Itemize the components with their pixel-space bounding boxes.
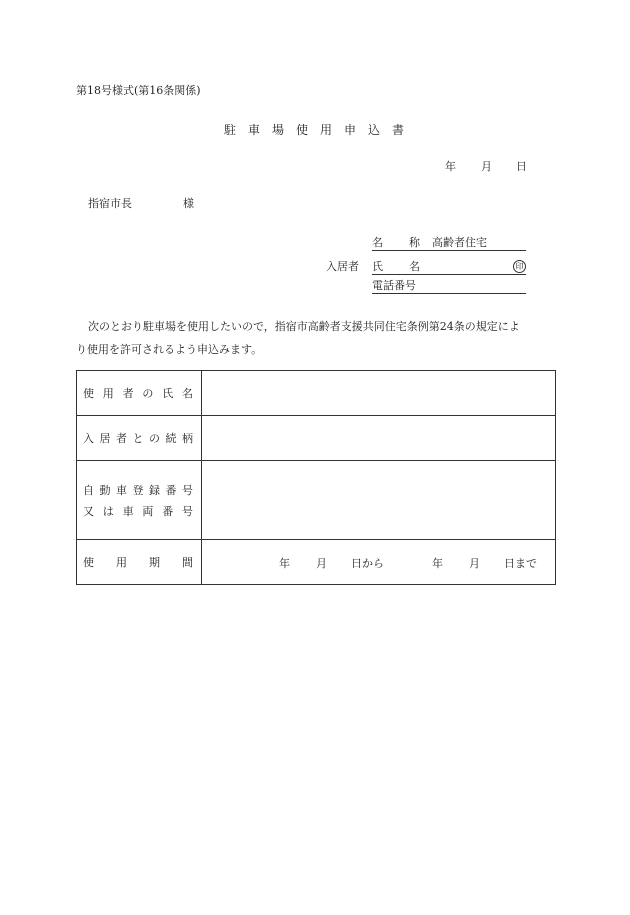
phone-label: 電話番号 (372, 279, 416, 292)
table-row-vehicle-number (77, 461, 556, 540)
person-name-underline (372, 274, 526, 275)
date-month: 月 (481, 160, 492, 173)
applicant-role: 入居者 (326, 260, 359, 273)
person-label-1: 氏 (372, 260, 383, 273)
relationship-label: 入 居 者 と の 続 柄 (77, 416, 202, 461)
name-label-1: 名 (372, 236, 383, 249)
table-row-period (77, 540, 556, 585)
application-table (76, 370, 556, 585)
facility-name: 高齢者住宅 (432, 236, 487, 249)
date-year: 年 (445, 160, 456, 173)
vehicle-number-field[interactable] (202, 461, 556, 540)
period-month-from: 月 (316, 557, 327, 570)
user-name-field[interactable] (202, 371, 556, 416)
vehicle-number-label: 自 動 車 登 録 番 号 又 は 車 両 番 号 (77, 461, 202, 540)
form-number: 第18号様式(第16条関係) (76, 84, 201, 97)
period-day-from: 日から (351, 557, 384, 570)
addressee-honorific: 様 (183, 197, 194, 210)
person-label-2: 名 (409, 260, 420, 273)
period-day-to: 日まで (504, 557, 537, 570)
name-label-2: 称 (409, 236, 420, 249)
period-field[interactable] (202, 540, 556, 585)
period-month-to: 月 (469, 557, 480, 570)
period-label: 使 用 期 間 (77, 540, 202, 585)
addressee-name: 指宿市長 (88, 197, 132, 210)
phone-underline (372, 293, 526, 294)
seal-icon: 印 (513, 260, 526, 273)
table-row-user-name (77, 371, 556, 416)
facility-name-underline (372, 250, 526, 251)
user-name-label: 使 用 者 の 氏 名 (77, 371, 202, 416)
table-row-relationship (77, 416, 556, 461)
document-title: 駐 車 場 使 用 申 込 書 (224, 123, 405, 137)
period-year-to: 年 (432, 557, 443, 570)
period-year-from: 年 (279, 557, 290, 570)
body-text-line2: り使用を許可されるよう申込みます。 (76, 343, 263, 356)
date-day: 日 (516, 160, 527, 173)
body-text-line1: 次のとおり駐車場を使用したいので，指宿市高齢者支援共同住宅条例第24条の規定によ (88, 320, 520, 333)
relationship-field[interactable] (202, 416, 556, 461)
